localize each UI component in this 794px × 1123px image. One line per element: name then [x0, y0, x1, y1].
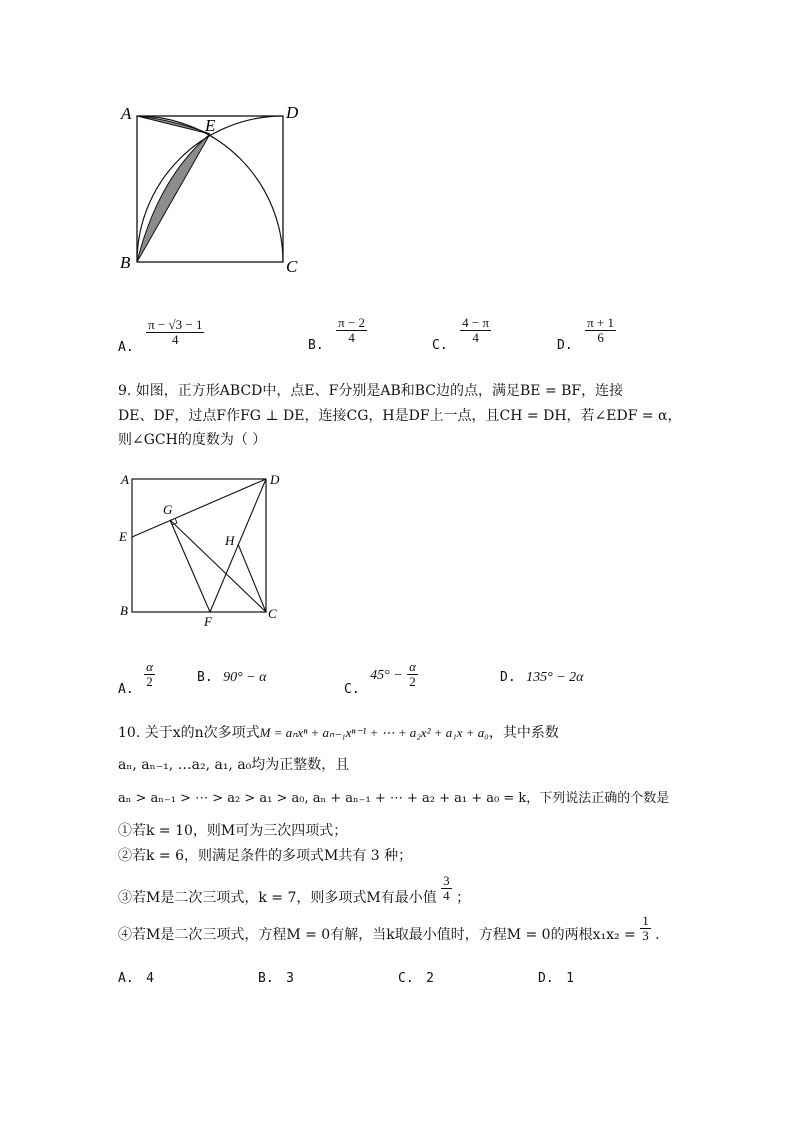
- label-f: F: [204, 614, 212, 629]
- option-value: 1: [566, 971, 574, 986]
- label-d: D: [286, 103, 299, 122]
- option-label: A.: [118, 339, 134, 355]
- q10-line-3: aₙ > aₙ₋₁ > ⋯ > a₂ > a₁ > a₀, aₙ + aₙ₋₁ + ⋯ + a₂ + a₁ + a₀ = k，下列说法正确的个数是: [118, 791, 670, 806]
- option-value: 4: [146, 971, 154, 986]
- option-numerator: π − √3 − 1: [148, 317, 203, 332]
- statement-3-denominator: 4: [443, 888, 450, 903]
- segment-gc: [170, 520, 266, 612]
- option-label: B.: [258, 971, 274, 986]
- q8-option-c[interactable]: [432, 315, 491, 353]
- label-b2: B: [120, 603, 128, 618]
- statement-4-denominator: 3: [642, 928, 649, 943]
- option-text: 135° − 2α: [526, 670, 584, 685]
- option-value: 2: [426, 971, 434, 986]
- label-g: G: [163, 502, 173, 517]
- arc-center-c: [137, 116, 283, 262]
- q10-polynomial: M = aₙxⁿ + aₙ₋₁xⁿ⁻¹ + ⋯ + a₂x² + a₁x + a₀: [259, 725, 489, 740]
- q10-line-1-prefix: 10. 关于x的n次多项式: [118, 725, 260, 741]
- statement-3-numerator: 3: [443, 873, 450, 888]
- statement-3-text: ③若M是二次三项式，k = 7，则多项式M有最小值: [118, 889, 437, 906]
- square-abcd: [137, 116, 283, 262]
- label-c2: C: [268, 606, 277, 621]
- q10-statement-1: ①若k = 10，则M可为三次四项式；: [118, 823, 348, 839]
- statement-4-text: ④若M是二次三项式，方程M = 0有解，当k取最小值时，方程M = 0的两根x₁x₂ =: [118, 926, 636, 943]
- option-denominator: 4: [348, 330, 355, 345]
- option-value: 3: [286, 971, 294, 986]
- option-label: A.: [118, 971, 134, 986]
- option-label: A.: [118, 681, 134, 697]
- q10-option-d[interactable]: [538, 969, 574, 988]
- option-denominator: 4: [172, 332, 179, 347]
- q8-option-d[interactable]: [557, 315, 616, 353]
- shaded-region-be: [137, 134, 210, 262]
- q10-option-c[interactable]: [398, 969, 434, 988]
- q9-line-1: 9. 如图，正方形ABCD中，点E、F分别是AB和BC边的点，满足BE = BF，连接: [118, 383, 624, 399]
- q10-line-1-suffix: ，其中系数: [488, 725, 559, 741]
- option-label: D.: [557, 337, 573, 353]
- segment-hc: [238, 544, 266, 612]
- label-a: A: [121, 104, 132, 123]
- option-text: 90° − α: [223, 670, 267, 685]
- statement-3-end: ；: [456, 889, 471, 906]
- option-denominator: 6: [597, 330, 604, 345]
- segment-de: [132, 479, 266, 537]
- arc-center-b: [137, 116, 283, 262]
- q8-option-b[interactable]: [308, 315, 367, 353]
- option-label: C.: [432, 337, 448, 353]
- option-label: D.: [500, 670, 516, 685]
- q10-statement-2: ②若k = 6，则满足条件的多项式M共有 3 种；: [118, 848, 413, 864]
- q10-line-1: [118, 724, 559, 742]
- option-label: B.: [308, 337, 324, 353]
- option-denominator: 2: [146, 674, 153, 689]
- q10-statement-4: [118, 914, 660, 943]
- q8-option-a[interactable]: [118, 317, 204, 355]
- label-h: H: [225, 533, 235, 548]
- q10-line-2: aₙ, aₙ₋₁, …a₂, a₁, a₀均为正整数，且: [118, 757, 350, 773]
- q9-line-2: DE、DF，过点F作FG ⊥ DE，连接CG，H是DF上一点，且CH = DH，若∠EDF = α，: [118, 408, 682, 424]
- option-numerator: α: [146, 659, 153, 674]
- option-numerator: π − 2: [338, 315, 366, 330]
- q10-option-a[interactable]: [118, 969, 154, 988]
- label-d2: D: [270, 472, 280, 487]
- q10-option-b[interactable]: [258, 969, 294, 988]
- figure-square-arcs: [110, 95, 320, 280]
- q9-option-b[interactable]: [197, 668, 267, 687]
- option-denominator: 2: [409, 674, 416, 689]
- option-label: C.: [398, 971, 414, 986]
- label-c: C: [286, 257, 298, 276]
- segment-fg: [170, 520, 210, 612]
- option-label: D.: [538, 971, 554, 986]
- option-label: B.: [197, 670, 213, 685]
- option-text: 45° −: [370, 667, 403, 683]
- shaded-region-ae: [137, 116, 210, 134]
- figure-square-efgh: [112, 468, 292, 630]
- label-e2: E: [119, 529, 127, 544]
- q9-option-c[interactable]: [344, 659, 418, 697]
- q9-option-d[interactable]: [500, 668, 584, 687]
- option-numerator: α: [409, 659, 416, 674]
- statement-4-end: .: [655, 926, 660, 943]
- label-a2: A: [121, 472, 129, 487]
- option-numerator: 4 − π: [462, 315, 490, 330]
- option-label: C.: [344, 681, 360, 697]
- q9-line-3: 则∠GCH的度数为（ ）: [118, 432, 267, 448]
- q9-option-a[interactable]: [118, 659, 155, 697]
- statement-4-numerator: 1: [642, 913, 649, 928]
- label-e: E: [205, 116, 216, 135]
- option-numerator: π + 1: [587, 315, 615, 330]
- label-b: B: [120, 253, 131, 272]
- q10-statement-3: [118, 873, 471, 906]
- option-denominator: 4: [472, 330, 479, 345]
